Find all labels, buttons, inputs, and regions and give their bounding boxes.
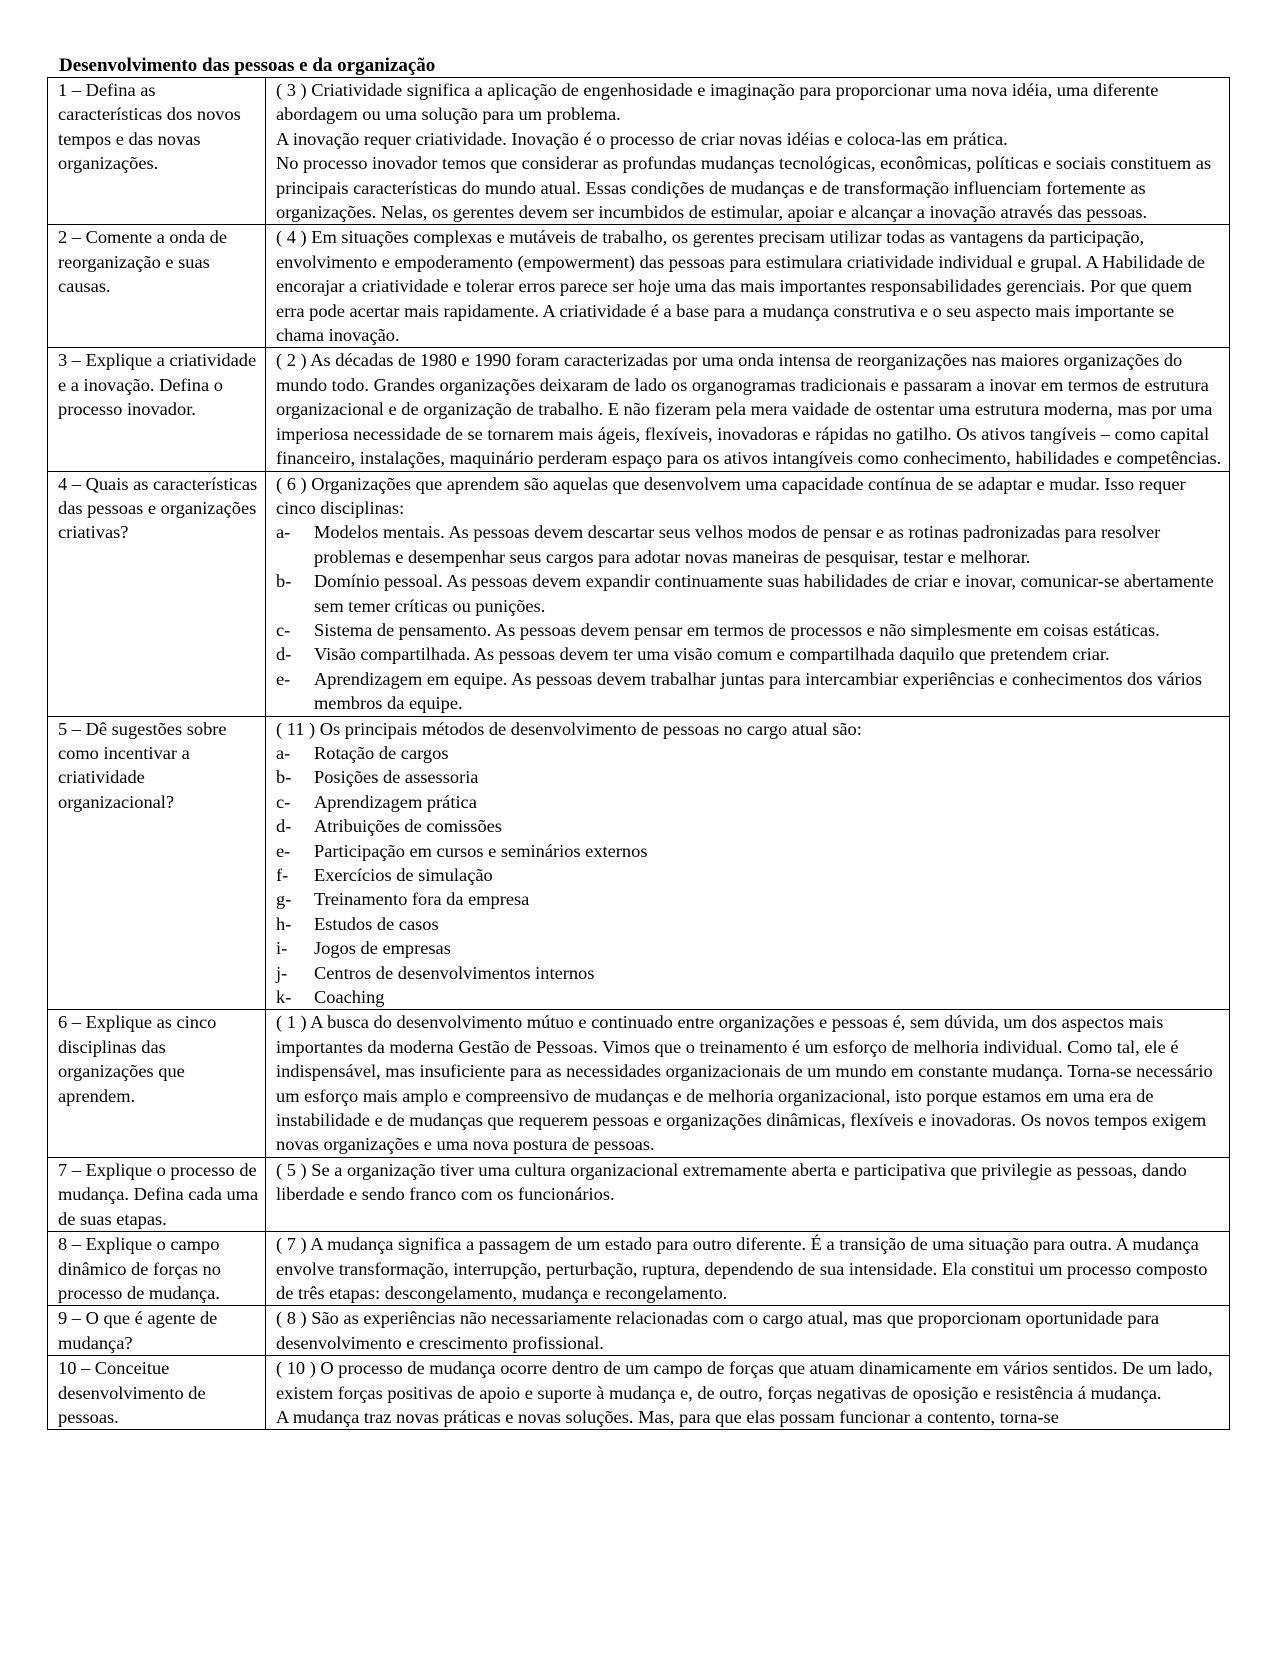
- question-cell: 8 – Explique o campo dinâmico de forças no processo de mudança.: [48, 1232, 266, 1306]
- list-item-marker: c-: [276, 791, 291, 812]
- list-item-text: Aprendizagem prática: [314, 791, 477, 812]
- question-cell: 10 – Conceitue desenvolvimento de pessoas.: [48, 1356, 266, 1430]
- list-item: [276, 741, 1223, 765]
- list-item: [276, 985, 1223, 1009]
- answer-cell: [266, 716, 1230, 1010]
- list-item: [276, 839, 1223, 863]
- document-title: Desenvolvimento das pessoas e da organização: [59, 55, 436, 76]
- table-row: [48, 1356, 1230, 1430]
- answer-paragraph: ( 1 ) A busca do desenvolvimento mútuo e continuado entre organizações e pessoas é, sem dúvida, um dos aspectos mais importantes da moderna Gestão de Pessoas. Vimos que o treinamento é um esforço de melhoria individual. Como tal, ele é indispensável, mas insuficiente para as necessidades organizacionais de um mundo em constante mudança. Torna-se necessário um esforço mais amplo e compreensivo de mudanças e de melhoria organizacional, isto porque estamos em uma era de instabilidade e de mudanças que requerem pessoas e organizações dinâmicas, flexíveis e inovadoras. Os novos tempos exigem novas organizações e uma nova postura de pessoas.: [276, 1012, 1213, 1155]
- answer-list: [276, 520, 1223, 715]
- question-cell: 5 – Dê sugestões sobre como incentivar a criatividade organizacional?: [48, 716, 266, 1010]
- list-item-marker: c-: [276, 619, 291, 640]
- list-item: [276, 667, 1223, 716]
- list-item: [276, 912, 1223, 936]
- list-item: [276, 814, 1223, 838]
- list-item: [276, 618, 1223, 642]
- list-item-marker: k-: [276, 987, 292, 1008]
- list-item-text: Jogos de empresas: [314, 938, 451, 959]
- list-item: [276, 569, 1223, 618]
- answer-cell: [266, 225, 1230, 348]
- answer-paragraph: ( 10 ) O processo de mudança ocorre dentro de um campo de forças que atuam dinamicamente em vários sentidos. De um lado, existem forças positivas de apoio e suporte à mudança e, de outro, forças negativas de oposição e resistência á mudança.: [276, 1358, 1213, 1403]
- list-item: [276, 790, 1223, 814]
- table-row: [48, 716, 1230, 1010]
- list-item-marker: d-: [276, 644, 292, 665]
- questions-table: [47, 77, 1230, 1430]
- question-cell: 7 – Explique o processo de mudança. Defina cada uma de suas etapas.: [48, 1157, 266, 1231]
- answer-paragraph: ( 5 ) Se a organização tiver uma cultura organizacional extremamente aberta e participativa que privilegie as pessoas, dando liberdade e sendo franco com os funcionários.: [276, 1159, 1187, 1205]
- list-item-text: Sistema de pensamento. As pessoas devem pensar em termos de processos e não simplesmente em coisas estáticas.: [314, 619, 1160, 640]
- answer-paragraph: A mudança traz novas práticas e novas soluções. Mas, para que elas possam funcionar a contento, torna-se: [276, 1406, 1059, 1427]
- list-item-marker: e-: [276, 840, 291, 861]
- table-row: [48, 1232, 1230, 1306]
- list-item-marker: h-: [276, 913, 292, 934]
- list-item-text: Participação em cursos e seminários externos: [314, 840, 648, 861]
- question-cell: 6 – Explique as cinco disciplinas das organizações que aprendem.: [48, 1010, 266, 1157]
- answer-cell: [266, 78, 1230, 225]
- list-item-text: Visão compartilhada. As pessoas devem ter uma visão comum e compartilhada daquilo que pretendem criar.: [314, 644, 1110, 665]
- question-cell: 2 – Comente a onda de reorganização e suas causas.: [48, 225, 266, 348]
- list-item: [276, 642, 1223, 666]
- questions-table-body: [48, 78, 1230, 1430]
- list-item-text: Posições de assessoria: [314, 767, 479, 788]
- answer-paragraph: ( 2 ) As décadas de 1980 e 1990 foram caracterizadas por uma onda intensa de reorganizações nas maiores organizações do mundo todo. Grandes organizações deixaram de lado os organogramas tradicionais e passaram a inovar em termos de estrutura organizacional e de organização de trabalho. E não fizeram pela mera vaidade de ostentar uma estrutura moderna, mas por uma imperiosa necessidade de se tornarem mais ágeis, flexíveis, inovadoras e rápidas no gatilho. Os ativos tangíveis – como capital financeiro, instalações, maquinário perderam espaço para os ativos intangíveis como conhecimento, habilidades e competências.: [276, 350, 1222, 469]
- question-cell: 9 – O que é agente de mudança?: [48, 1306, 266, 1356]
- list-item-text: Estudos de casos: [314, 913, 439, 934]
- answer-cell: [266, 1356, 1230, 1430]
- answer-paragraph: ( 11 ) Os principais métodos de desenvolvimento de pessoas no cargo atual são:: [276, 718, 862, 739]
- answer-cell: [266, 1010, 1230, 1157]
- list-item-marker: e-: [276, 668, 291, 689]
- list-item-text: Domínio pessoal. As pessoas devem expandir continuamente suas habilidades de criar e inovar, comunicar-se abertamente sem temer críticas ou punições.: [314, 571, 1214, 616]
- answer-paragraph: ( 7 ) A mudança significa a passagem de um estado para outro diferente. É a transição de uma situação para outra. A mudança envolve transformação, interrupção, perturbação, ruptura, dependendo de sua intensidade. Ela constitui um processo composto de três etapas: descongelamento, mudança e recongelamento.: [276, 1234, 1208, 1303]
- list-item: [276, 520, 1223, 569]
- list-item-text: Centros de desenvolvimentos internos: [314, 962, 595, 983]
- table-row: [48, 1306, 1230, 1356]
- answer-cell: [266, 1232, 1230, 1306]
- answer-list: [276, 741, 1223, 1009]
- list-item: [276, 936, 1223, 960]
- answer-paragraph: ( 8 ) São as experiências não necessariamente relacionadas com o cargo atual, mas que proporcionam oportunidade para desenvolvimento e crescimento profissional.: [276, 1308, 1160, 1353]
- list-item-marker: a-: [276, 742, 291, 763]
- answer-paragraph: A inovação requer criatividade. Inovação é o processo de criar novas idéias e coloca-las em prática.: [276, 128, 1008, 149]
- list-item-marker: i-: [276, 938, 288, 959]
- answer-paragraph: No processo inovador temos que considerar as profundas mudanças tecnológicas, econômicas, políticas e sociais constituem as principais características do mundo atual. Essas condições de mudanças e de transformação influenciam fortemente as organizações. Nelas, os gerentes devem ser incumbidos de estimular, apoiar e alcançar a inovação através das pessoas.: [276, 153, 1212, 223]
- list-item-marker: b-: [276, 571, 292, 592]
- table-row: [48, 1157, 1230, 1231]
- list-item-text: Aprendizagem em equipe. As pessoas devem trabalhar juntas para intercambiar experiências e conhecimentos dos vários membros da equipe.: [314, 668, 1203, 714]
- question-cell: 4 – Quais as características das pessoas e organizações criativas?: [48, 471, 266, 716]
- list-item: [276, 887, 1223, 911]
- list-item: [276, 961, 1223, 985]
- document-page: [47, 55, 1230, 1430]
- list-item-marker: f-: [276, 865, 289, 885]
- list-item: [276, 765, 1223, 789]
- list-item-text: Coaching: [314, 987, 385, 1008]
- list-item-marker: g-: [276, 889, 292, 910]
- list-item-text: Treinamento fora da empresa: [314, 889, 530, 910]
- answer-paragraph: ( 6 ) Organizações que aprendem são aquelas que desenvolvem uma capacidade contínua de se adaptar e mudar. Isso requer cinco disciplinas:: [276, 473, 1186, 518]
- table-row: [48, 78, 1230, 225]
- table-row: [48, 471, 1230, 716]
- list-item-marker: j-: [276, 962, 288, 983]
- answer-cell: [266, 1157, 1230, 1231]
- list-item-text: Atribuições de comissões: [314, 816, 502, 837]
- answer-paragraph: ( 3 ) Criatividade significa a aplicação de engenhosidade e imaginação para proporcionar uma nova idéia, uma diferente abordagem ou uma solução para um problema.: [276, 80, 1159, 125]
- table-row: [48, 348, 1230, 471]
- question-cell: 1 – Defina as características dos novos tempos e das novas organizações.: [48, 78, 266, 225]
- answer-cell: [266, 1306, 1230, 1356]
- list-item-text: Modelos mentais. As pessoas devem descartar seus velhos modos de pensar e as rotinas padronizadas para resolver problemas e desempenhar seus cargos para adotar novas maneiras de pesquisar, testar e melhorar.: [314, 522, 1161, 567]
- table-row: [48, 1010, 1230, 1157]
- list-item-marker: b-: [276, 767, 292, 788]
- answer-cell: [266, 348, 1230, 471]
- question-cell: 3 – Explique a criatividade e a inovação. Defina o processo inovador.: [48, 348, 266, 471]
- table-row: [48, 225, 1230, 348]
- list-item-marker: d-: [276, 816, 292, 837]
- list-item-text: Rotação de cargos: [314, 742, 449, 763]
- list-item-marker: a-: [276, 522, 291, 543]
- answer-cell: [266, 471, 1230, 716]
- list-item-text: Exercícios de simulação: [314, 865, 493, 885]
- list-item: [276, 863, 1223, 887]
- answer-paragraph: ( 4 ) Em situações complexas e mutáveis de trabalho, os gerentes precisam utilizar todas as vantagens da participação, envolvimento e empoderamento (empowerment) das pessoas para estimulara criatividade individual e grupal. A Habilidade de encorajar a criatividade e tolerar erros parece ser hoje uma das mais importantes responsabilidades gerenciais. Por que quem erra pode acertar mais rapidamente. A criatividade é a base para a mudança construtiva e o seu aspecto mais importante se chama inovação.: [276, 227, 1205, 346]
